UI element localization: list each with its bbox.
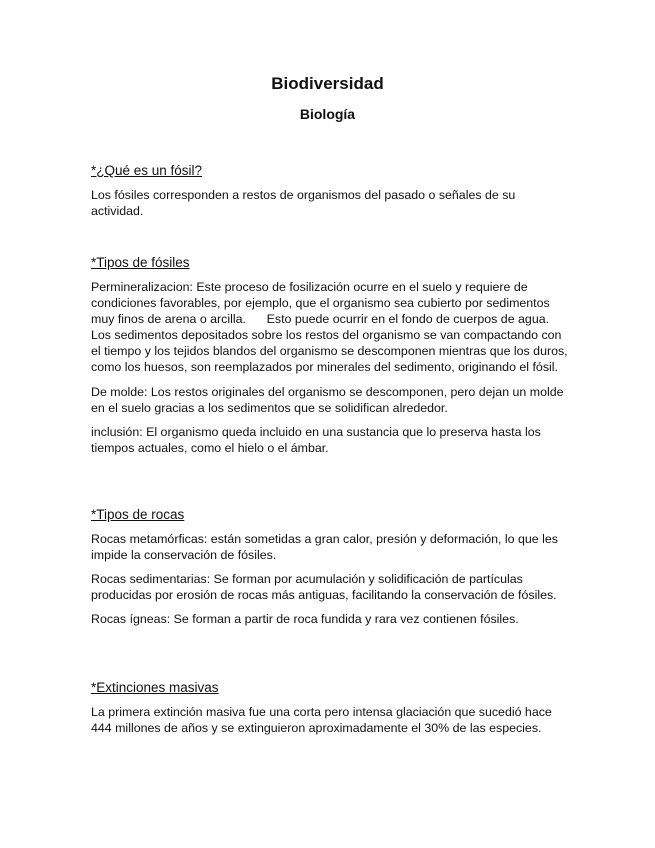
section-heading: *Extinciones masivas [91, 680, 219, 695]
section-paragraph: Rocas ígneas: Se forman a partir de roca fundida y rara vez contienen fósiles. [91, 612, 519, 627]
section-heading: *Tipos de fósiles [91, 255, 190, 270]
section-paragraph: Permineralizacion: Este proceso de fosilización ocurre en el suelo y requiere de condiciones favorables, por ejemplo, que el organismo sea cubierto por sedimentos muy finos de arena o arcilla. Esto puede ocurrir en el fondo de cuerpos de agua. Los sedimentos depositados sobre los restos del organismo se van compactando con el tiempo y los tejidos blandos del organismo se descomponen mientras que los duros, como los huesos, son reemplazados por minerales del sedimento, originando el fósil. [91, 280, 572, 375]
section-paragraph: Rocas sedimentarias: Se forman por acumulación y solidificación de partículas producidas por erosión de rocas más antiguas, facilitando la conservación de fósiles. [91, 572, 557, 603]
section-heading: *Tipos de rocas [91, 507, 185, 522]
page-title: Biodiversidad [271, 74, 384, 93]
section-tipos-de-rocas [91, 507, 569, 635]
section-paragraph: Rocas metamórficas: están sometidas a gran calor, presión y deformación, lo que les impide la conservación de fósiles. [91, 532, 558, 563]
page-subtitle: Biología [299, 106, 356, 122]
section-que-es-un-fosil [91, 163, 569, 227]
section-tipos-de-fosiles [91, 255, 572, 464]
section-paragraph: inclusión: El organismo queda incluido en una sustancia que lo preserva hasta los tiempos actuales, como el hielo o el ámbar. [91, 424, 541, 455]
section-paragraph: De molde: Los restos originales del organismo se descomponen, pero dejan un molde en el suelo gracias a los sedimentos que se solidifican alrededor. [91, 384, 564, 415]
section-extinciones-masivas [91, 680, 569, 744]
section-heading: *¿Qué es un fósil? [91, 163, 203, 178]
section-paragraph: Los fósiles corresponden a restos de organismos del pasado o señales de su actividad. [91, 188, 516, 219]
section-paragraph: La primera extinción masiva fue una corta pero intensa glaciación que sucedió hace 444 millones de años y se extinguieron aproximadamente el 30% de las especies. [91, 705, 552, 736]
